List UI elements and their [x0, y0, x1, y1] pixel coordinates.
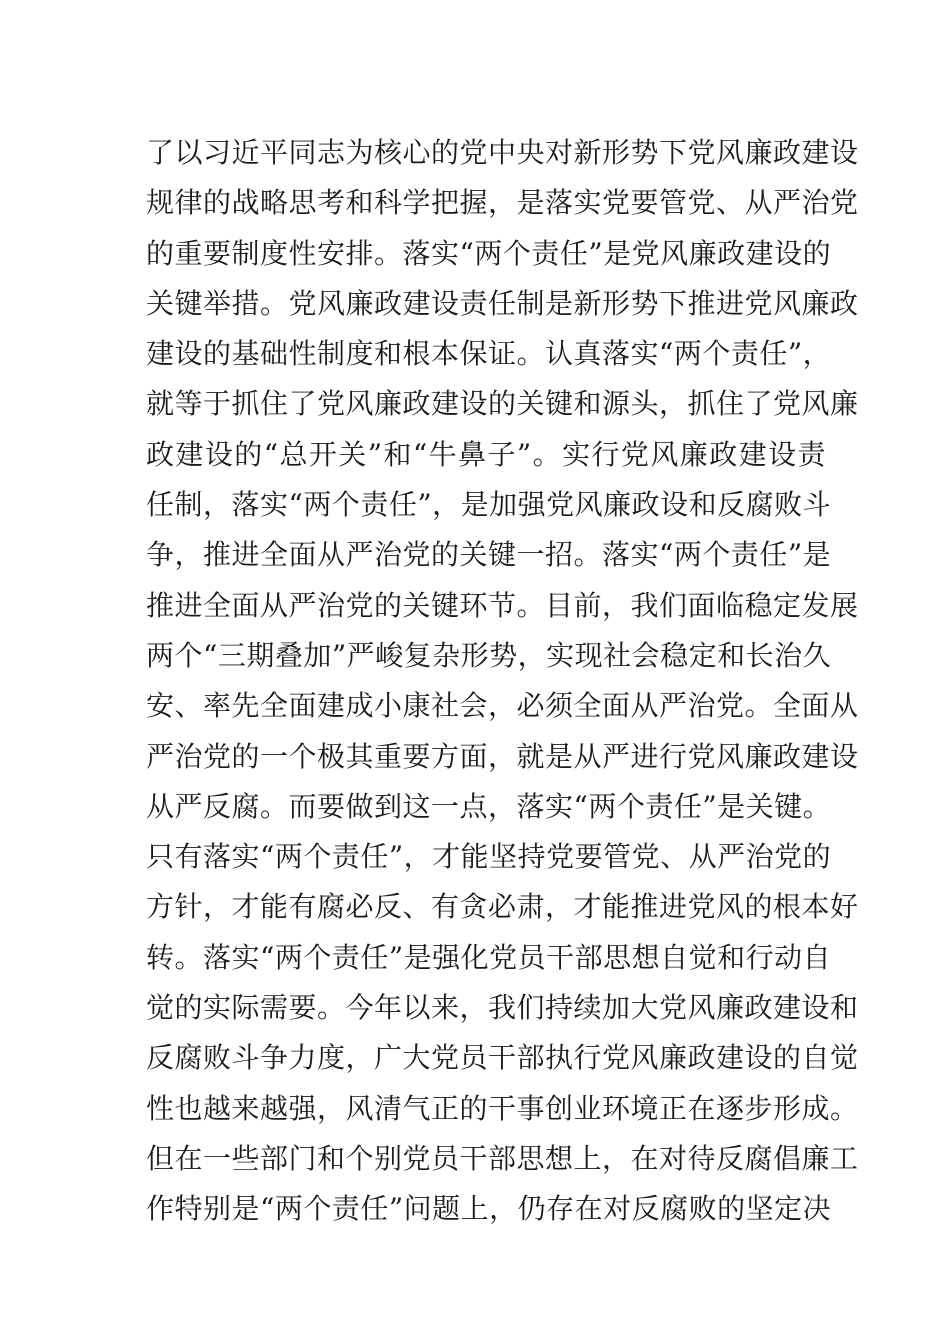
- text-line: 关键举措。党风廉政建设责任制是新形势下推进党风廉政: [146, 286, 859, 320]
- text-line: 政建设的“总开关”和“牛鼻子”。实行党风廉政建设责: [146, 437, 826, 471]
- text-line: 只有落实“两个责任”，才能坚持党要管党、从严治党的: [146, 840, 832, 874]
- text-line: 的重要制度性安排。落实“两个责任”是党风廉政建设的: [146, 236, 832, 270]
- text-line: 觉的实际需要。今年以来，我们持续加大党风廉政建设和: [146, 991, 859, 1025]
- text-line: 反腐败斗争力度，广大党员干部执行党风廉政建设的自觉: [146, 1041, 859, 1075]
- text-line: 但在一些部门和个别党员干部思想上，在对待反腐倡廉工: [146, 1141, 859, 1175]
- text-line: 严治党的一个极其重要方面，就是从严进行党风廉政建设: [146, 739, 859, 773]
- text-line: 就等于抓住了党风廉政建设的关键和源头，抓住了党风廉: [146, 387, 859, 421]
- text-line: 建设的基础性制度和根本保证。认真落实“两个责任”，: [146, 337, 832, 371]
- text-line: 性也越来越强，风清气正的干事创业环境正在逐步形成。: [146, 1091, 859, 1125]
- body-paragraph: [146, 128, 859, 1235]
- text-line: 任制，落实“两个责任”，是加强党风廉政设和反腐败斗: [146, 488, 832, 522]
- text-line: 方针，才能有腐必反、有贪必肃，才能推进党风的根本好: [146, 890, 859, 924]
- text-line: 推进全面从严治党的关键环节。目前，我们面临稳定发展: [146, 588, 859, 622]
- text-line: 转。落实“两个责任”是强化党员干部思想自觉和行动自: [146, 940, 832, 974]
- text-line: 了以习近平同志为核心的党中央对新形势下党风廉政建设: [146, 136, 859, 169]
- text-line: 作特别是“两个责任”问题上，仍存在对反腐败的坚定决: [146, 1192, 832, 1226]
- text-line: 安、率先全面建成小康社会，必须全面从严治党。全面从: [146, 689, 859, 723]
- text-line: 从严反腐。而要做到这一点，落实“两个责任”是关键。: [146, 789, 832, 823]
- text-line: 争，推进全面从严治党的关键一招。落实“两个责任”是: [146, 538, 832, 572]
- text-line: 两个“三期叠加”严峻复杂形势，实现社会稳定和长治久: [146, 638, 832, 672]
- text-line: 规律的战略思考和科学把握，是落实党要管党、从严治党: [146, 186, 859, 220]
